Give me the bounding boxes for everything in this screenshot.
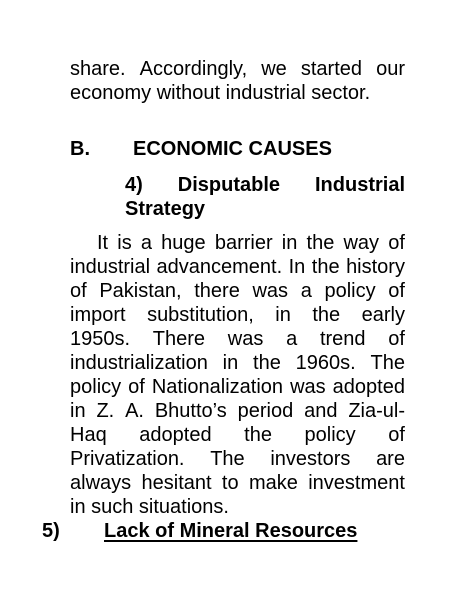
body-line-10	[70, 447, 405, 471]
body-line-4	[70, 303, 405, 327]
word: import	[70, 304, 126, 326]
word: a	[300, 280, 312, 302]
word: there	[194, 280, 240, 302]
word: advancement.	[156, 256, 283, 278]
word: was	[252, 280, 289, 302]
word: hesitant	[141, 472, 212, 494]
word: the	[311, 256, 340, 278]
word: investment	[308, 472, 405, 494]
word: Haq	[70, 424, 107, 446]
word: make	[248, 472, 298, 494]
word: trend	[319, 328, 366, 350]
subsection-4-heading	[125, 173, 405, 197]
word: industrialization	[70, 352, 208, 374]
word: 1960s.	[295, 352, 356, 374]
word: was	[227, 328, 264, 350]
body-line-6	[70, 351, 405, 375]
word: industrial	[70, 256, 151, 278]
word: history	[346, 256, 405, 278]
word: barrier	[214, 232, 273, 254]
body-line-2	[70, 255, 405, 279]
word: our	[376, 58, 405, 80]
word: policy	[304, 424, 356, 446]
word: of	[388, 280, 405, 302]
word: always	[70, 472, 132, 494]
word: was	[290, 376, 326, 398]
word: in	[275, 304, 291, 326]
word: is	[117, 232, 132, 254]
word: of	[388, 424, 405, 446]
word: in	[222, 352, 239, 374]
subsection-4-title-word: Disputable	[177, 174, 281, 196]
word: in	[70, 400, 86, 422]
body-line-3	[70, 279, 405, 303]
intro-line-1	[70, 57, 405, 81]
body-line-7	[70, 375, 405, 399]
word: Pakistan,	[99, 280, 182, 302]
word: early	[361, 304, 405, 326]
word: Privatization.	[70, 448, 185, 470]
word: Z.	[96, 400, 115, 422]
word: It	[97, 232, 109, 254]
word: in	[281, 232, 298, 254]
word: to	[221, 472, 239, 494]
word: huge	[161, 232, 206, 254]
word: In	[288, 256, 306, 278]
word: policy	[324, 280, 376, 302]
word: adopted	[139, 424, 212, 446]
word: The	[370, 352, 405, 374]
word: a	[140, 232, 153, 254]
section-b-label: B.	[70, 138, 90, 160]
word: started	[300, 58, 363, 80]
word: are	[376, 448, 405, 470]
word: of	[128, 376, 145, 398]
word: substitution,	[147, 304, 254, 326]
word: the	[306, 232, 335, 254]
subsection-5-title: Lack of Mineral Resources	[104, 520, 358, 542]
body-line-1	[97, 231, 405, 255]
word: Bhutto’s	[154, 400, 227, 422]
word: A.	[125, 400, 144, 422]
word: There	[152, 328, 206, 350]
word: in such situations.	[70, 496, 229, 518]
word: policy	[70, 376, 122, 398]
word: a	[286, 328, 298, 350]
word: period	[237, 400, 294, 422]
word: and	[304, 400, 338, 422]
word: we	[261, 58, 287, 80]
body-line-11	[70, 471, 405, 495]
intro-line-2	[70, 81, 370, 105]
subsection-5-number: 5)	[42, 520, 60, 542]
word: Nationalization	[151, 376, 284, 398]
body-line-9	[70, 423, 405, 447]
subsection-4-title-word: Industrial	[314, 174, 405, 196]
word: Accordingly,	[139, 58, 248, 80]
word: The	[210, 448, 245, 470]
body-line-5	[70, 327, 405, 351]
word: 1950s.	[70, 328, 131, 350]
section-b-title: ECONOMIC CAUSES	[133, 138, 332, 160]
body-line-8	[70, 399, 405, 423]
word: economy without industrial sector.	[70, 82, 371, 104]
word: of	[70, 280, 87, 302]
word: of	[388, 232, 405, 254]
word: investors	[270, 448, 351, 470]
word: the	[312, 304, 341, 326]
word: the	[244, 424, 272, 446]
body-line-12	[70, 495, 229, 519]
subsection-4-title-line-2: Strategy	[125, 198, 206, 220]
word: adopted	[332, 376, 405, 398]
word: Zia-ul-	[348, 400, 405, 422]
word: share.	[70, 58, 126, 80]
word: the	[253, 352, 281, 374]
word: of	[388, 328, 405, 350]
subsection-4-number: 4)	[125, 174, 143, 196]
word: way	[343, 232, 380, 254]
